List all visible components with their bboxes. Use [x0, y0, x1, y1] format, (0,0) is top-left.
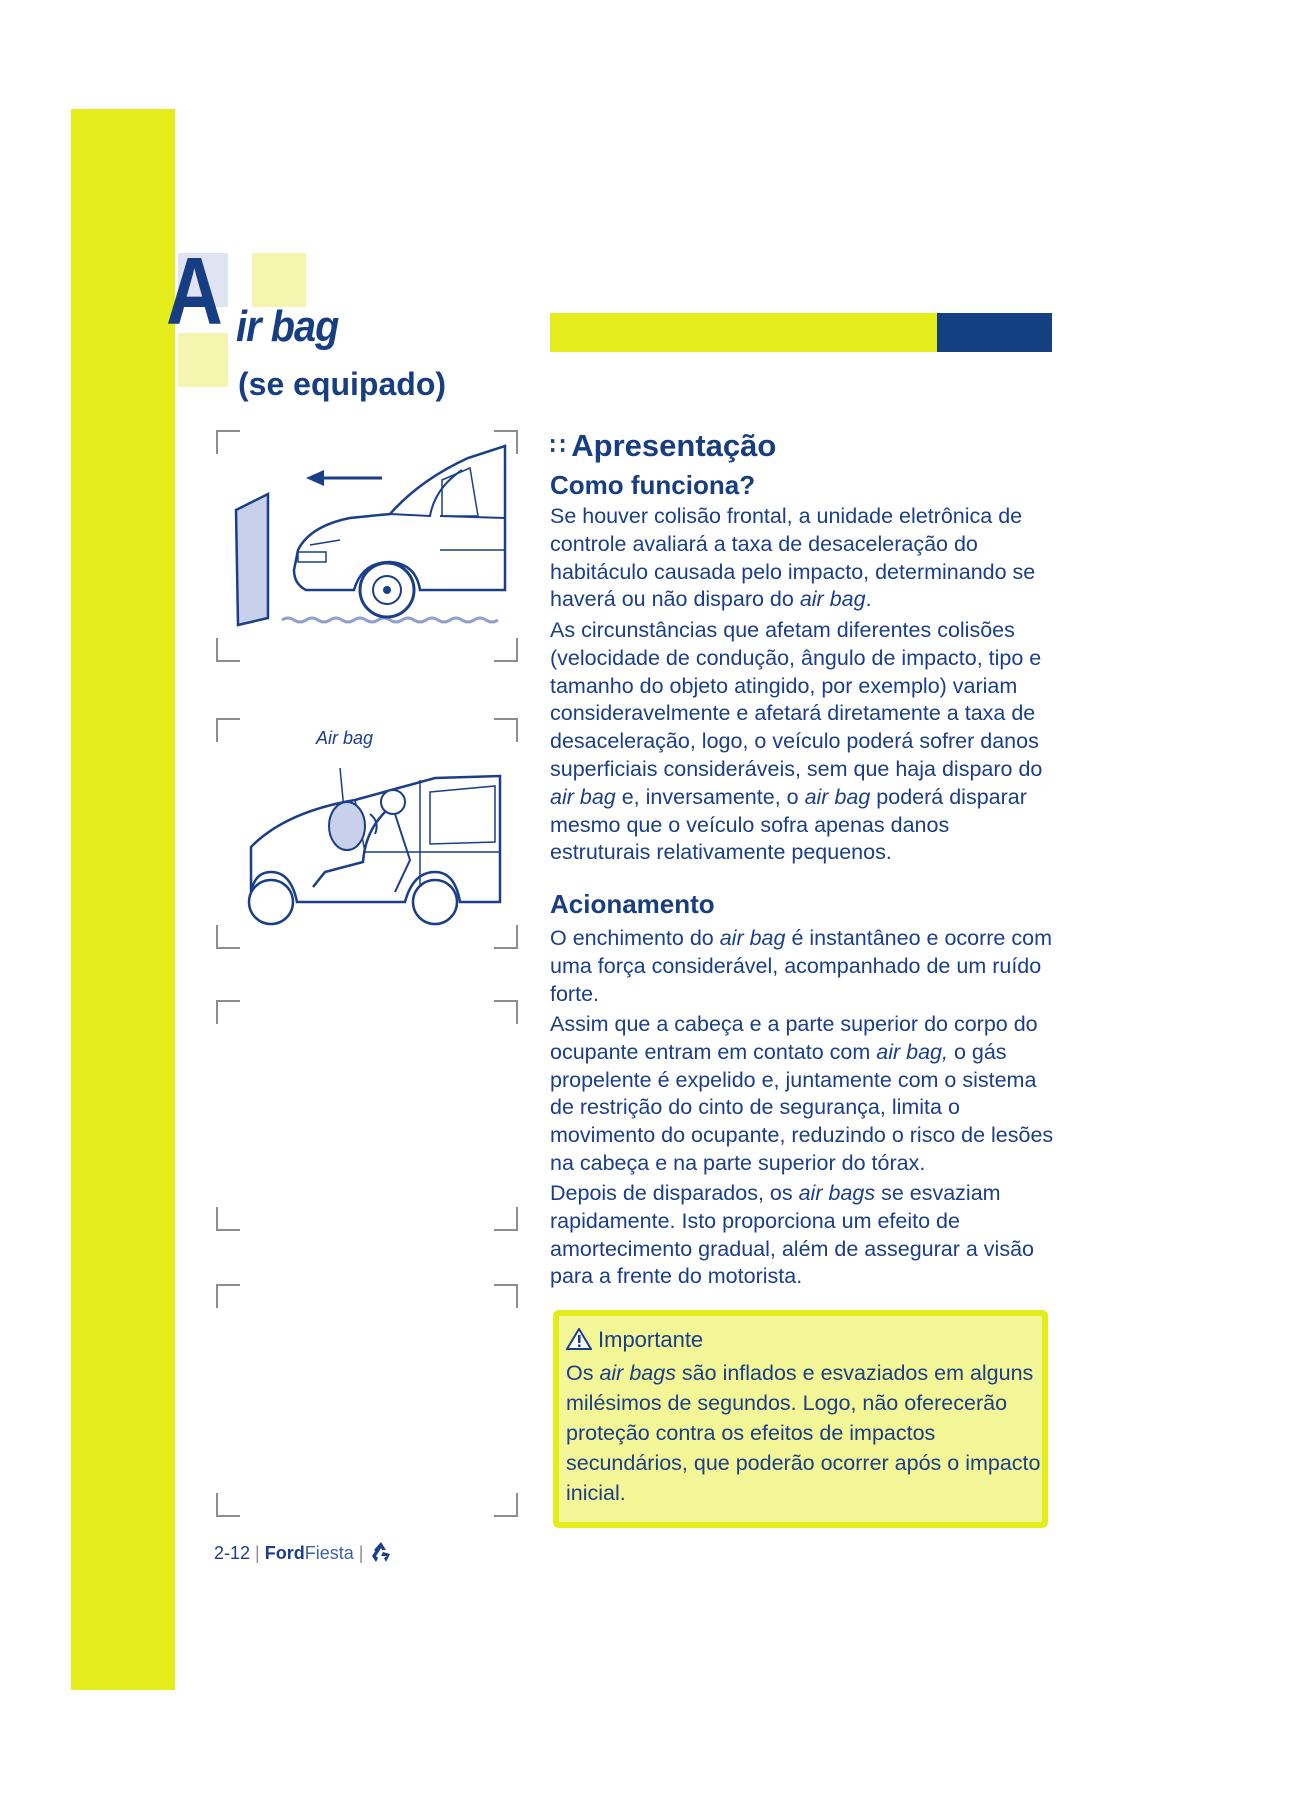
section-heading-text: Apresentação [571, 428, 777, 463]
figure-frame-corner [216, 1000, 240, 1024]
figure-frame-corner [494, 1000, 518, 1024]
title-deco-square [252, 253, 306, 307]
subsection-heading: Como funciona? [550, 470, 756, 500]
figure-callout-label: Air bag [316, 728, 374, 748]
figure-frame-corner [494, 1493, 518, 1517]
footer-brand: Ford [264, 1543, 305, 1563]
page-title: ir bag [236, 302, 339, 351]
warning-icon [566, 1328, 592, 1350]
airbag-deployment-illustration [245, 752, 507, 942]
paragraph: O enchimento do air bag é instantâneo e ocorre com uma força considerável, acompanhado de um ruído forte. [550, 926, 1052, 1006]
page-footer: 2-12 | FordFiesta | [214, 1540, 394, 1564]
figure-frame-corner [216, 638, 240, 662]
paragraph: Assim que a cabeça e a parte superior do corpo do ocupante entram em contato com air bag, o gás propelente é expelido e, juntamente com o sistema de restrição do cinto de segurança, limita o movimento do ocupante, reduzindo o risco de lesões na cabeça e na parte superior do tórax. [550, 1012, 1054, 1175]
note-title: Importante [566, 1327, 703, 1353]
frontal-collision-illustration [230, 440, 512, 640]
figure-frame-corner [216, 1207, 240, 1231]
subsection-heading: Acionamento [550, 889, 715, 919]
figure-frame-corner [216, 1493, 240, 1517]
header-bar-blue [937, 313, 1052, 352]
recycle-icon [368, 1540, 394, 1564]
figure-frame-corner [494, 1284, 518, 1308]
figure-frame-corner [494, 1207, 518, 1231]
figure-frame-corner [216, 718, 240, 742]
side-accent-band [71, 109, 175, 1690]
figure-frame-corner [494, 638, 518, 662]
paragraph: Se houver colisão frontal, a unidade eletrônica de controle avaliará a taxa de desaceleração do habitáculo causada pelo impacto, determinando se haverá ou não disparo do air bag. [550, 504, 1036, 612]
title-initial: A [166, 238, 223, 345]
bullet-dots-icon: ∷ [550, 433, 564, 460]
footer-model: Fiesta [304, 1543, 354, 1563]
figure-frame-corner [494, 718, 518, 742]
paragraph: Depois de disparados, os air bags se esvaziam rapidamente. Isto proporciona um efeito de amortecimento gradual, além de assegurar a visão para a frente do motorista. [550, 1181, 1035, 1289]
page-number: 2-12 [214, 1543, 251, 1563]
figure-frame-corner [216, 925, 240, 949]
note-text: Os air bags são inflados e esvaziados em alguns milésimos de segundos. Logo, não oferecerão proteção contra os efeitos de impactos secundários, que poderão ocorrer após o impacto inicial. [566, 1361, 1041, 1505]
header-bar-yellow [550, 313, 937, 352]
section-heading [550, 428, 776, 464]
figure-frame-corner [216, 1284, 240, 1308]
page-subtitle: (se equipado) [238, 366, 447, 402]
paragraph: As circunstâncias que afetam diferentes colisões (velocidade de condução, ângulo de impacto, tipo e tamanho do objeto atingido, por exemplo) variam consideravelmente e afetará diretamente a taxa de desaceleração, logo, o veículo poderá sofrer danos superficiais consideráveis, sem que haja disparo do air bag e, inversamente, o air bag poderá disparar mesmo que o veículo sofra apenas danos estruturais relativamente pequenos. [550, 618, 1043, 865]
